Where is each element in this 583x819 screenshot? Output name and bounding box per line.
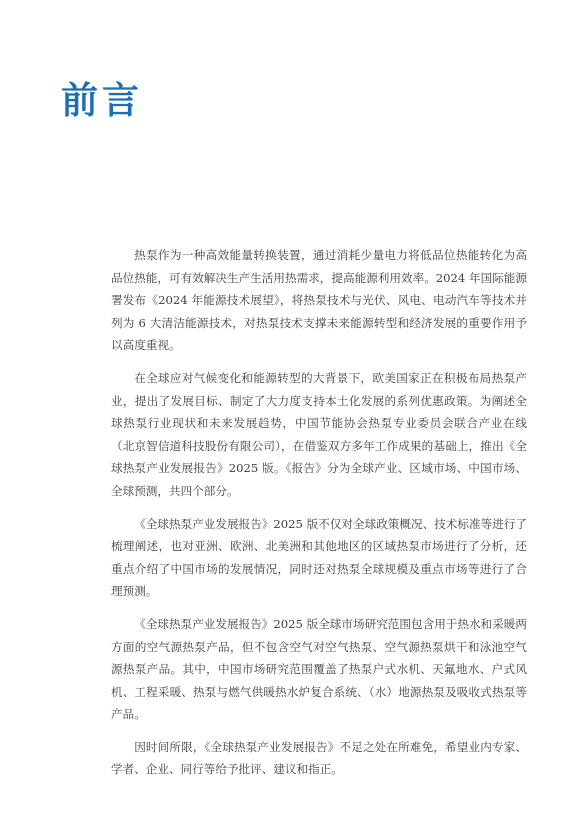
paragraph: 热泵作为一种高效能量转换装置，通过消耗少量电力将低品位热能转化为高品位热能，可有效解决生产生活用热需求，提高能源利用效率。2024 年国际能源署发布《2024 年能源技术展望》，将热泵技术与光伏、风电、电动汽车等技术并列为 6 大清洁能源技术，对热泵技术支撑未来能源转型和经济发展的重要作用予以高度重视。 xyxy=(111,248,527,353)
paragraph: 《全球热泵产业发展报告》2025 版全球市场研究范围包含用于热水和采暖两方面的空气源热泵产品，但不包含空气对空气热泵、空气源热泵烘干和泳池空气源热泵产品。其中，中国市场研究范围覆盖了热泵户式水机、天氟地水、户式风机、工程采暖、热泵与燃气供暖热水炉复合系统、（水）地源热泵及吸收式热泵等产品。 xyxy=(111,616,527,722)
page-title: 前言 xyxy=(61,79,143,122)
paragraph: 因时间所限，《全球热泵产业发展报告》不足之处在所难免，希望业内专家、学者、企业、同行等给予批评、建议和指正。 xyxy=(111,739,527,777)
paragraph: 《全球热泵产业发展报告》2025 版不仅对全球政策概况、技术标准等进行了梳理阐述，也对亚洲、欧洲、北美洲和其他地区的区域热泵市场进行了分析，还重点介绍了中国市场的发展情况，同时还对热泵全球规模及重点市场等进行了合理预测。 xyxy=(111,516,527,599)
paragraph: 在全球应对气候变化和能源转型的大背景下，欧美国家正在积极布局热泵产业，提出了发展目标、制定了大力度支持本土化发展的系列优惠政策。为阐述全球热泵行业现状和未来发展趋势，中国节能协会热泵专业委员会联合产业在线（北京智信道科技股份有限公司），在借鉴双方多年工作成果的基础上，推出《全球热泵产业发展报告》2025 版。《报告》分为全球产业、区域市场、中国市场、全球预测，共四个部分。 xyxy=(111,370,527,498)
preface-body xyxy=(111,244,527,791)
